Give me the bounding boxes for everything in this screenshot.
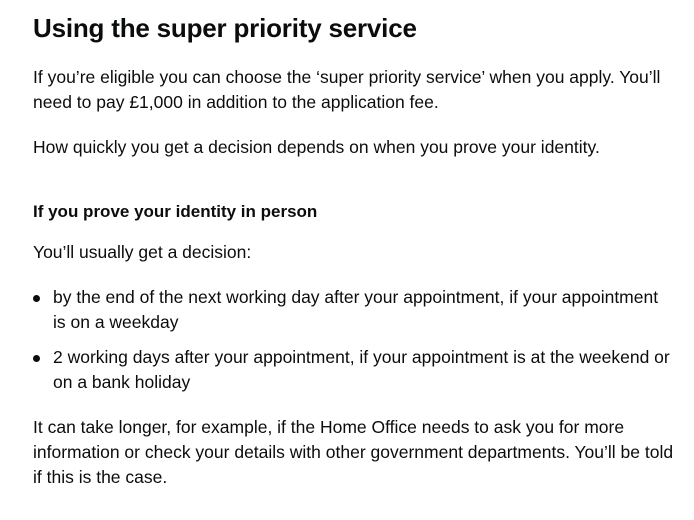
bullet-dot-icon (33, 295, 40, 302)
list-item (33, 285, 674, 335)
section-heading-in-person: If you prove your identity in person (33, 202, 318, 221)
bullet-dot-icon (33, 355, 40, 362)
list-item-text: by the end of the next working day after your appointment, if your appointment is on a weekday (53, 287, 659, 332)
page-title: Using the super priority service (33, 13, 417, 43)
list-item-text: 2 working days after your appointment, if your appointment is at the weekend or on a bank holiday (53, 347, 670, 392)
intro-paragraph-fee: If you’re eligible you can choose the ‘super priority service’ when you apply. You’ll need to pay £1,000 in addition to the application fee. (33, 67, 661, 112)
list-item (33, 345, 674, 395)
intro-paragraph-decision-timing: How quickly you get a decision depends on when you prove your identity. (33, 137, 600, 157)
decision-timing-list (33, 285, 674, 395)
delay-note-paragraph: It can take longer, for example, if the Home Office needs to ask you for more information or check your details with other government departments. You’ll be told if this is the case. (33, 417, 674, 487)
decision-lead-text: You’ll usually get a decision: (33, 242, 252, 262)
